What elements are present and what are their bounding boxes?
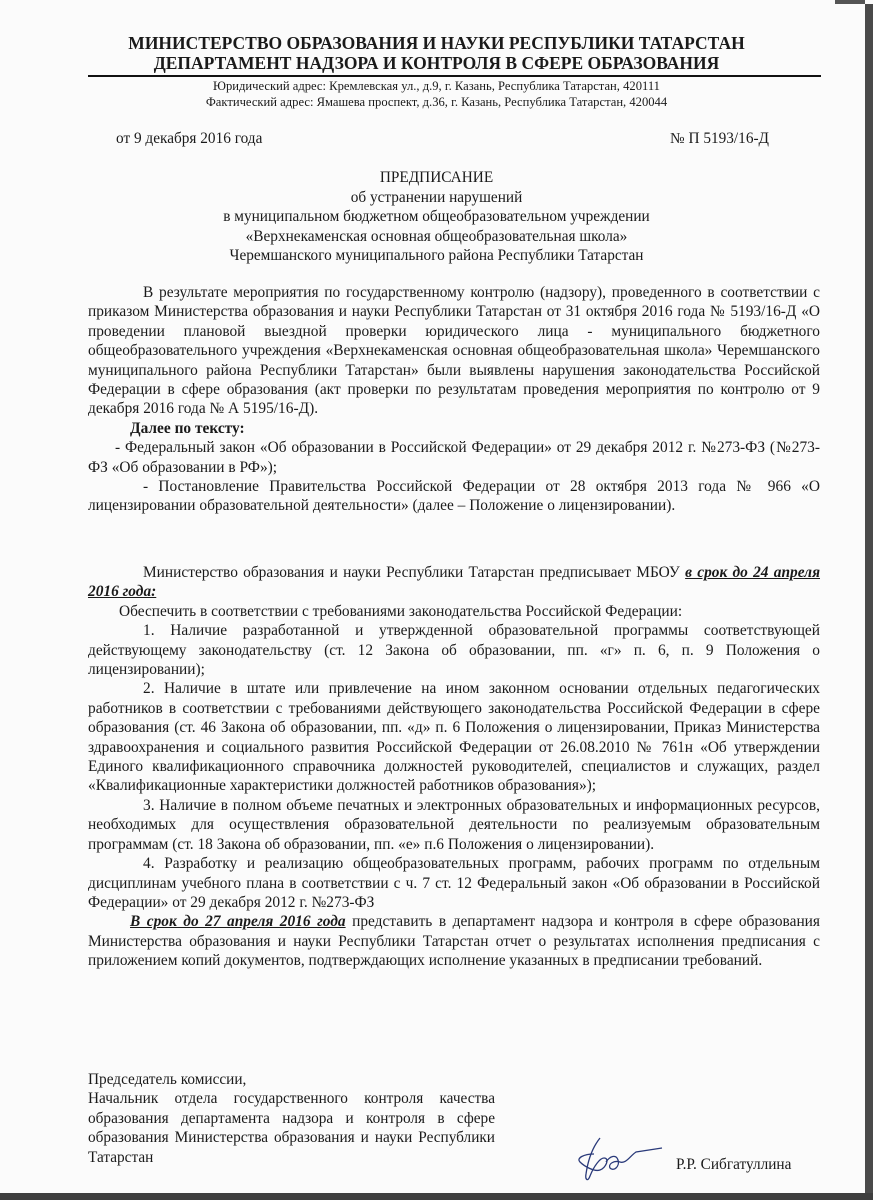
report-deadline: В срок до 27 апреля 2016 года [130,913,346,931]
report-text: представить в департамент надзора и контроля в сфере образования Министерства образования и науки Республики Татарстан отчет о результатах исполнения предписания с приложением копий документов, подтверждающих исполнение указанных в предписании требований. [88,913,820,970]
signatory-position: Начальник отдела государственного контроля качества образования департамента надзора и контроля в сфере образования Министерства образования и науки Республики Татарстан [88,1090,495,1166]
order-text: Министерство образования и науки Республики Татарстан предписывает МБОУ [143,564,686,581]
reference-law: - Федеральный закон «Об образовании в Российской Федерации» от 29 декабря 2012 г. №273-ФЗ (№273-ФЗ «Об образовании в РФ»); [88,439,820,476]
letterhead-department: ДЕПАРТАМЕНТ НАДЗОРА И КОНТРОЛЯ В СФЕРЕ ОБРАЗОВАНИЯ [153,53,720,73]
intro-section [88,283,820,516]
title-subline: об устранении нарушений [350,189,523,206]
further-label: Далее по тексту: [130,419,245,437]
document-number: № П 5193/16-Д [670,130,769,147]
intro-paragraph: В результате мероприятия по государственному контролю (надзору), проведенного в соответствии с приказом Министерства образования и науки Республики Татарстан от 31 октября 2016 года № 5193/16-Д «О проведении плановой выездной проверки юридического лица - муниципального бюджетного общеобразовательного учреждения «Верхнекаменская основная общеобразовательная школа» Черемшанского муниципального района Республики Татарстан» были выявлены нарушения законодательства Российской Федерации в сфере образования (акт проверки по результатам проведения мероприятия по контролю от 9 декабря 2016 года № А 5195/16-Д). [88,284,820,418]
order-section [88,563,820,971]
ensure-line: Обеспечить в соответствии с требованиями законодательства Российской Федерации: [119,602,683,620]
requirement-item: 1. Наличие разработанной и утвержденной образовательной программы соответствующей действующему законодательству (ст. 12 Закона об образовании, пп. «г» п. 6, п. 9 Положения о лицензировании); [88,622,820,679]
letterhead-divider [88,75,821,77]
signatory-name: Р.Р. Сибгатуллина [676,1156,792,1173]
handwritten-signature [570,1136,665,1186]
requirement-item: 3. Наличие в полном объеме печатных и электронных образовательных и информационных ресурсов, необходимых для осуществления образовательной деятельности по реализуемым образовательным программам (ст. 18 Закона об образовании, пп. «е» п.6 Положения о лицензировании). [88,796,820,853]
actual-address: Фактический адрес: Ямашева проспект, д.36, г. Казань, Республика Татарстан, 420044 [205,95,668,109]
letterhead-ministry: МИНИСТЕРСТВО ОБРАЗОВАНИЯ И НАУКИ РЕСПУБЛИКИ ТАТАРСТАН [128,33,745,53]
reference-resolution: - Постановление Правительства Российской Федерации от 28 октября 2013 года № 966 «О лицензировании образовательной деятельности» (далее – Положение о лицензировании). [88,478,820,515]
requirement-item: 2. Наличие в штате или привлечение на ином законном основании отдельных педагогических работников в соответствии с требованиями действующего законодательства Российской Федерации в сфере образования (ст. 46 Закона об образовании, пп. «д» п. 6 Положения о лицензировании, Приказ Министерства здравоохранения и социального развития Российской Федерации от 26.08.2010 № 761н «Об утверждении Единого квалификационного справочника должностей руководителей, специалистов и служащих, раздел «Квалификационные характеристики должностей работников образования»); [88,680,820,795]
order-paragraph [88,563,820,602]
title-subline: «Верхнекаменская основная общеобразовательная школа» [245,228,628,245]
scan-edge-top [835,0,865,4]
signatory-role: Председатель комиссии, [88,1071,247,1088]
scan-edge-bottom [0,1193,873,1200]
order-deadline: в срок до 24 апреля 2016 года: [88,564,820,601]
signatory-block [88,1070,495,1167]
document-date: от 9 декабря 2016 года [116,130,263,147]
requirement-item: 4. Разработку и реализацию общеобразовательных программ, рабочих программ по отдельным дисциплинам учебного плана в соответствии с ч. 7 ст. 12 Федеральный закон «Об образовании в Российской Федерации» от 29 декабря 2012 г. №273-ФЗ [88,855,820,911]
document-title: ПРЕДПИСАНИЕ [379,169,494,186]
legal-address: Юридический адрес: Кремлевская ул., д.9, г. Казань, Республика Татарстан, 420111 [213,79,660,93]
report-paragraph [88,912,820,970]
title-subline: в муниципальном бюджетном общеобразовательном учреждении [223,208,650,225]
title-subline: Черемшанского муниципального района Республики Татарстан [229,247,644,264]
